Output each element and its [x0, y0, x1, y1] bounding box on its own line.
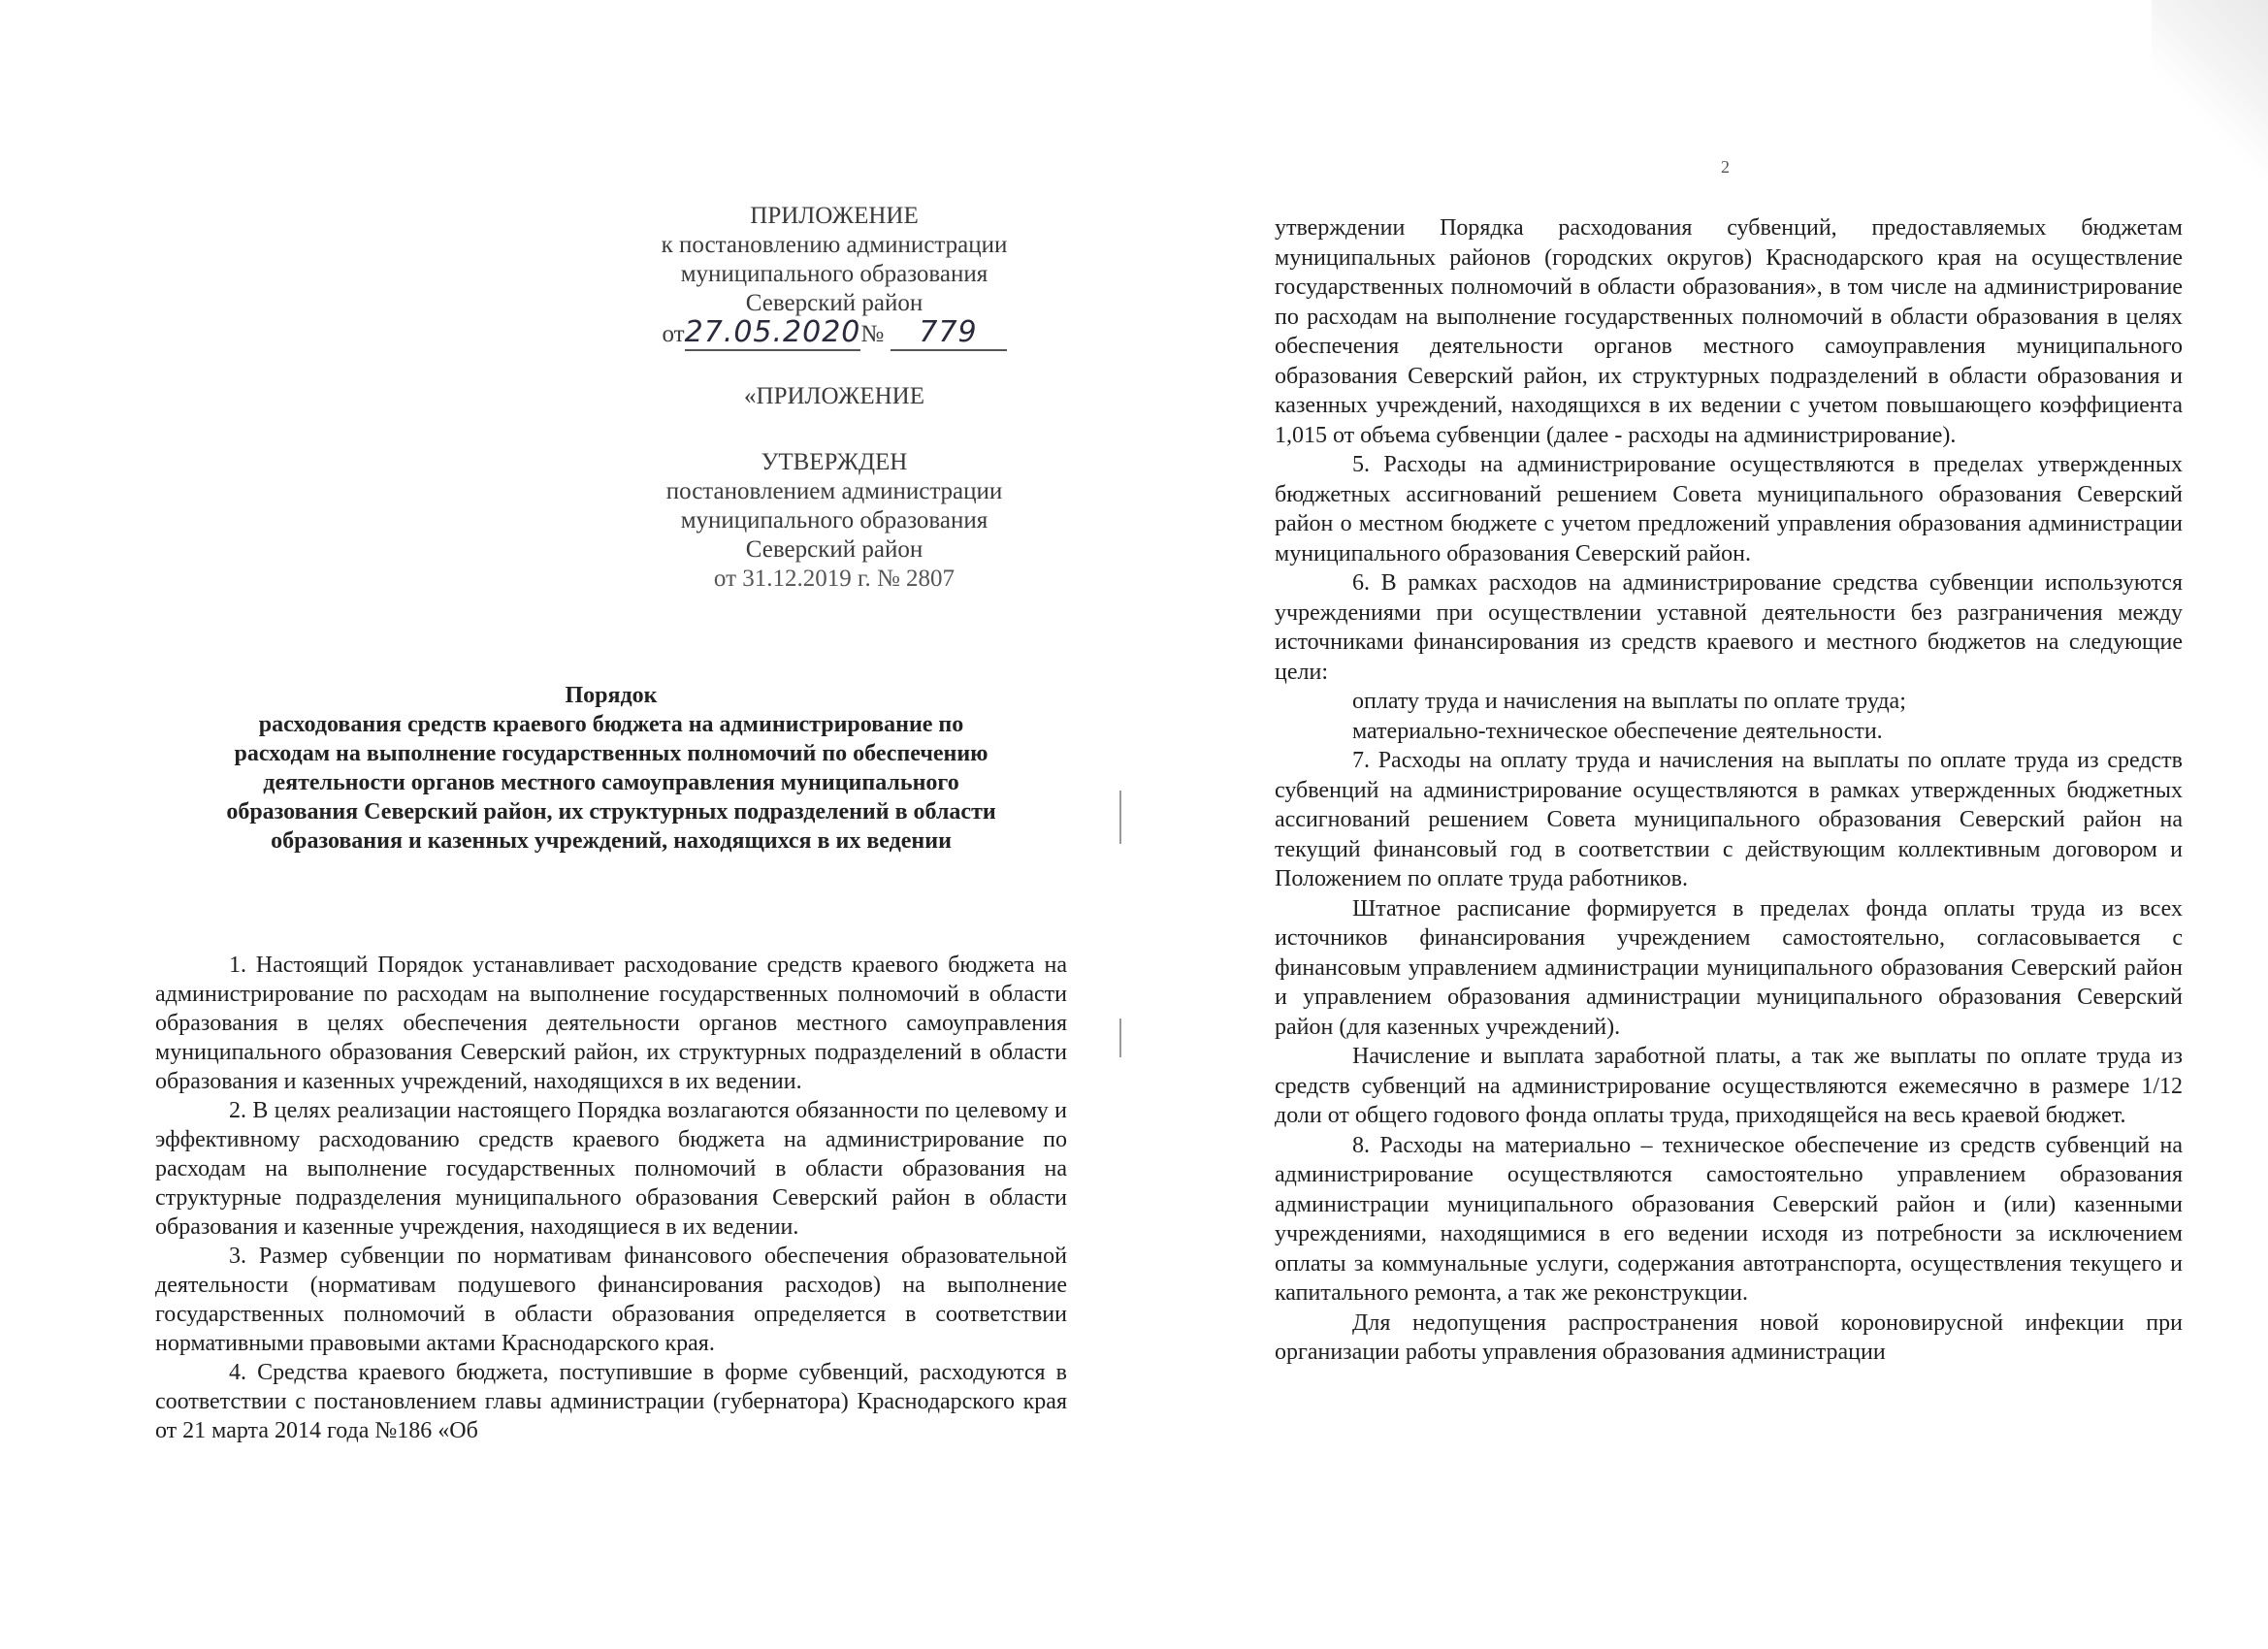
- paragraph-3: 3. Размер субвенции по нормативам финансового обеспечения образовательной деятельности (нормативам подушевого финансирования расходов) на выполнение государственных полномочий в области образования определяется в соответствии нормативными правовыми актами Краснодарского края.: [155, 1244, 1067, 1356]
- paragraph-7: 7. Расходы на оплату труда и начисления на выплаты по оплате труда из средств субвенций на администрирование осуществляются в рамках утвержденных бюджетных ассигнований решением Совета муниципального образования Северский район на текущий финансовый год в соответствии с действующим коллективным договором и Положением по оплате труда работников.: [1275, 748, 2183, 891]
- appendix-line-4: Северский район: [745, 290, 923, 316]
- paragraph-7a: Штатное расписание формируется в пределах фонда оплаты труда из всех источников финансирования учреждением самостоятельно, согласовывается с финансовым управлением администрации муниципального образования Северский район и управлением образования администрации муниципального образования Северский район (для казенных учреждений).: [1275, 895, 2183, 1040]
- document-title: [155, 681, 1067, 856]
- title-line-6: образования и казенных учреждений, находящихся в их ведении: [271, 828, 952, 854]
- paragraph-6-item-b: материально-техническое обеспечение деятельности.: [1352, 718, 1883, 744]
- decree-date-line: [621, 315, 1048, 351]
- title-line-3: расходам на выполнение государственных полномочий по обеспечению: [234, 741, 988, 766]
- appendix-title: ПРИЛОЖЕНИЕ: [750, 203, 919, 229]
- title-line-4: деятельности органов местного самоуправления муниципального: [263, 770, 959, 795]
- page-corner-fold: [2152, 0, 2268, 194]
- handwritten-date: 27.05.2020: [684, 315, 861, 349]
- paragraph-7b: Начисление и выплата заработной платы, а так же выплаты по оплате труда из средств субвенций на администрирование осуществляются ежемесячно в размере 1/12 доли от общего годового фонда оплаты труда, приходящейся на весь краевой бюджет.: [1275, 1044, 2183, 1128]
- approved-line-4: Северский район: [745, 536, 923, 563]
- number-prefix: №: [860, 321, 885, 347]
- title-line-1: Порядок: [565, 683, 658, 708]
- paragraph-8: 8. Расходы на материально – техническое обеспечение из средств субвенций на администрирование осуществляются самостоятельно управлением образования администрации муниципального образования Северский район и (или) казенными учреждениями, находящимися в его ведении исходя из потребности за исключением оплаты за коммунальные услуги, содержания автотранспорта, осуществления текущего и капитального ремонта, а так же реконструкции.: [1275, 1132, 2183, 1306]
- paragraph-2: 2. В целях реализации настоящего Порядка возлагаются обязанности по целевому и эффективному расходованию средств краевого бюджета на администрирование по расходам на выполнение государственных полномочий в области образования на структурные подразделения муниципального образования Северский район в области образования и казенные учреждения, находящиеся в их ведении.: [155, 1098, 1067, 1240]
- paragraph-6-item-a: оплату труда и начисления на выплаты по оплате труда;: [1352, 689, 1906, 714]
- scan-mark: [1119, 1018, 1121, 1057]
- paragraph-9: Для недопущения распространения новой короновирусной инфекции при организации работы управления образования администрации: [1275, 1310, 2183, 1365]
- date-prefix: от: [662, 321, 685, 347]
- appendix-line-2: к постановлению администрации: [661, 232, 1008, 258]
- approved-block: [621, 382, 1048, 594]
- page-number: 2: [1721, 157, 1730, 177]
- approved-date: от 31.12.2019 г. № 2807: [713, 566, 956, 592]
- appendix-line-3: муниципального образования: [680, 261, 988, 287]
- paragraph-5: 5. Расходы на администрирование осуществляются в пределах утвержденных бюджетных ассигнований решением Совета муниципального образования Северский район о местном бюджете с учетом предложений управления образования администрации муниципального образования Северский район.: [1275, 452, 2183, 566]
- right-body: [1275, 213, 2183, 1368]
- paragraph-6: 6. В рамках расходов на администрирование средства субвенции используются учреждениями при осуществлении уставной деятельности без разграничения между источниками финансирования из средств краевого и местного бюджетов на следующие цели:: [1275, 570, 2183, 685]
- title-line-5: образования Северский район, их структурных подразделений в области: [226, 799, 996, 824]
- approved-title: УТВЕРЖДЕН: [761, 449, 908, 475]
- appendix-quote-title: «ПРИЛОЖЕНИЕ: [744, 383, 924, 409]
- scan-mark: [1119, 791, 1121, 844]
- paragraph-1: 1. Настоящий Порядок устанавливает расходование средств краевого бюджета на администрирование по расходам на выполнение государственных полномочий в области образования в целях обеспечения деятельности органов местного самоуправления муниципального образования Северский район, их структурных подразделений в области образования и казенных учреждений, находящихся в их ведении.: [155, 953, 1067, 1094]
- handwritten-number: 779: [919, 315, 978, 349]
- appendix-header: [621, 202, 1048, 351]
- approved-line-2: постановлением администрации: [665, 478, 1003, 504]
- paragraph-4: 4. Средства краевого бюджета, поступившие в форме субвенций, расходуются в соответствии с постановлением главы администрации (губернатора) Краснодарского края от 21 марта 2014 года №186 «Об: [155, 1360, 1067, 1443]
- approved-line-3: муниципального образования: [680, 507, 988, 534]
- left-body: [155, 951, 1067, 1445]
- paragraph-4-continued: утверждении Порядка расходования субвенций, предоставляемых бюджетам муниципальных районов (городских округов) Краснодарского края на осуществление государственных полномочий в области образования», в том числе на администрирование по расходам на выполнение государственных полномочий в области образования в целях обеспечения деятельности органов местного самоуправления муниципального образования Северский район, их структурных подразделений в области образования и казенных учреждений, находящихся в их ведении с учетом повышающего коэффициента 1,015 от объема субвенции (далее - расходы на администрирование).: [1275, 215, 2183, 448]
- title-line-2: расходования средств краевого бюджета на администрирование по: [258, 712, 964, 737]
